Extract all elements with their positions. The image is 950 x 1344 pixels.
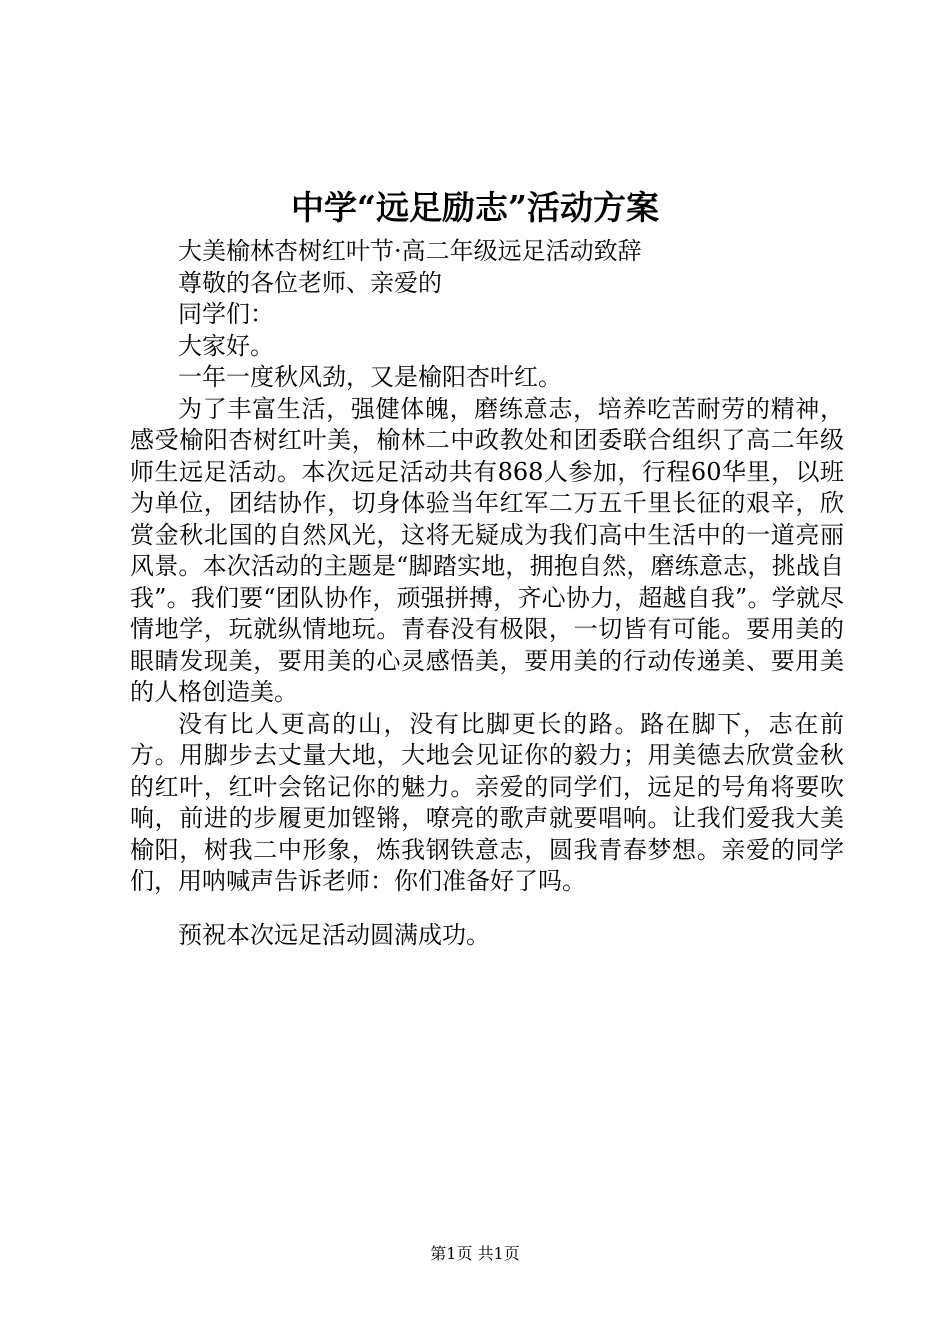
document-title: 中学“远足励志”活动方案 <box>291 188 659 227</box>
document-body <box>130 236 844 951</box>
page-footer: 第1页 共1页 <box>430 1244 520 1263</box>
paragraph-salutation-cont: 同学们： <box>178 300 274 328</box>
paragraph-subtitle: 大美榆林杏树红叶节·高二年级远足活动致辞 <box>178 237 642 265</box>
paragraph-opening: 一年一度秋风劲，又是榆阳杏叶红。 <box>178 363 562 391</box>
paragraph-closing: 预祝本次远足活动圆满成功。 <box>178 920 490 949</box>
paragraph-greeting: 大家好。 <box>178 331 274 360</box>
paragraph-body-2: 没有比人更高的山，没有比脚更长的路。路在脚下，志在前方。用脚步去丈量大地，大地会见证你的毅力；用美德去欣赏金秋的红叶，红叶会铭记你的魅力。亲爱的同学们，远足的号角将要吹响，前进的步履更加铿锵，嘹亮的歌声就要唱响。让我们爱我大美榆阳，树我二中形象，炼我钢铁意志，圆我青春梦想。亲爱的同学们，用呐喊声告诉老师：你们准备好了吗。 <box>130 709 844 895</box>
paragraph-body-1: 为了丰富生活，强健体魄，磨练意志，培养吃苦耐劳的精神，感受榆阳杏树红叶美，榆林二中政教处和团委联合组织了高二年级师生远足活动。本次远足活动共有868人参加，行程60华里，以班为单位，团结协作，切身体验当年红军二万五千里长征的艰辛，欣赏金秋北国的自然风光，这将无疑成为我们高中生活中的一道亮丽风景。本次活动的主题是“脚踏实地，拥抱自然，磨练意志，挑战自我”。我们要“团队协作，顽强拼搏，齐心协力，超越自我”。学就尽情地学，玩就纵情地玩。青春没有极限，一切皆有可能。要用美的眼睛发现美，要用美的心灵感悟美，要用美的行动传递美、要用美的人格创造美。 <box>130 394 844 706</box>
paragraph-salutation: 尊敬的各位老师、亲爱的 <box>178 268 442 297</box>
